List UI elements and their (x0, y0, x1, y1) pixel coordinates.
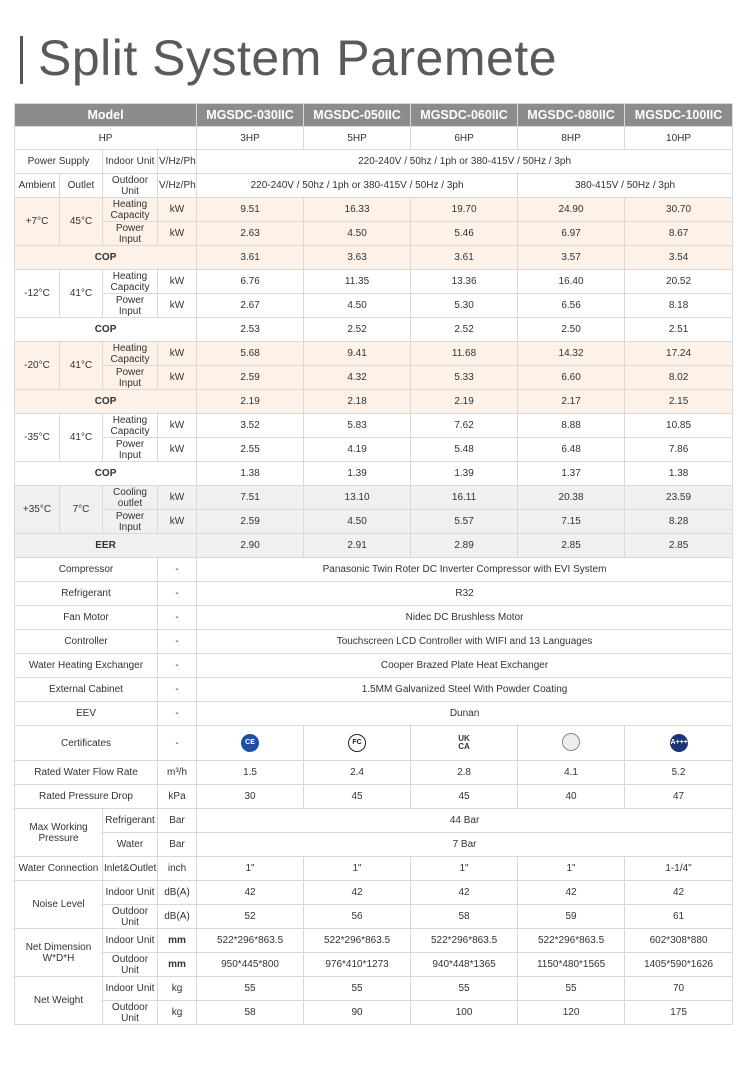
component-row (15, 630, 733, 654)
power-input-value: 4.50 (304, 294, 411, 318)
capacity-value: 10.85 (625, 414, 733, 438)
power-input-value: 5.33 (411, 366, 518, 390)
hp-value: 6HP (411, 127, 518, 150)
max-pressure-label: Max Working Pressure (15, 809, 103, 857)
unit-label: V/Hz/Ph (158, 174, 197, 198)
capacity-value: 6.76 (197, 270, 304, 294)
noise-level-value: 52 (197, 905, 304, 929)
unit-label: dB(A) (158, 905, 197, 929)
power-input-value: 6.48 (518, 438, 625, 462)
power-input-label: Power Input (103, 294, 158, 318)
ambient-temp: +7°C (15, 198, 60, 246)
ratio-value: 2.52 (411, 318, 518, 342)
model-name: MGSDC-100IIC (625, 104, 733, 127)
pressure-drop-value: 45 (411, 785, 518, 809)
water-pressure-value: 7 Bar (197, 833, 733, 857)
capacity-value: 9.41 (304, 342, 411, 366)
unit-label: mm (158, 929, 197, 953)
ratio-value: 1.38 (625, 462, 733, 486)
ratio-row (15, 534, 733, 558)
max-pressure-row (15, 809, 733, 833)
flow-rate-label: Rated Water Flow Rate (15, 761, 158, 785)
power-input-value: 4.19 (304, 438, 411, 462)
capacity-value: 19.70 (411, 198, 518, 222)
unit-label: - (158, 702, 197, 726)
capacity-value: 11.68 (411, 342, 518, 366)
net-dimension-value: 522*296*863.5 (304, 929, 411, 953)
condition-row (15, 222, 733, 246)
ratio-value: 2.89 (411, 534, 518, 558)
ambient-temp: -20°C (15, 342, 60, 390)
capacity-value: 8.88 (518, 414, 625, 438)
net-weight-value: 120 (518, 1001, 625, 1025)
ratio-value: 2.19 (411, 390, 518, 414)
unit-label: kW (158, 366, 197, 390)
outlet-temp: 7°C (60, 486, 103, 534)
condition-row (15, 510, 733, 534)
water-connection-value: 1-1/4" (625, 857, 733, 881)
noise-level-value: 42 (197, 881, 304, 905)
indoor-unit-label: Indoor Unit (103, 150, 158, 174)
indoor-unit-label: Indoor Unit (103, 977, 158, 1001)
power-input-value: 4.50 (304, 222, 411, 246)
power-input-value: 6.60 (518, 366, 625, 390)
ratio-label: COP (15, 462, 197, 486)
power-input-value: 5.57 (411, 510, 518, 534)
power-input-value: 2.59 (197, 366, 304, 390)
unit-label: kW (158, 198, 197, 222)
water-connection-value: 1" (197, 857, 304, 881)
component-label: Refrigerant (15, 582, 158, 606)
component-row (15, 678, 733, 702)
capacity-value: 9.51 (197, 198, 304, 222)
ratio-value: 2.51 (625, 318, 733, 342)
pressure-drop-value: 45 (304, 785, 411, 809)
ratio-value: 3.57 (518, 246, 625, 270)
unit-label: inch (158, 857, 197, 881)
net-dimension-row (15, 953, 733, 977)
ambient-label: Ambient (15, 174, 60, 198)
hp-value: 3HP (197, 127, 304, 150)
ratio-label: COP (15, 318, 197, 342)
component-value: Panasonic Twin Roter DC Inverter Compressor with EVI System (197, 558, 733, 582)
capacity-value: 30.70 (625, 198, 733, 222)
power-input-value: 2.59 (197, 510, 304, 534)
pressure-drop-value: 30 (197, 785, 304, 809)
capacity-label: Heating Capacity (103, 414, 158, 438)
outdoor-power-supply-value: 380-415V / 50Hz / 3ph (518, 174, 733, 198)
power-input-value: 4.50 (304, 510, 411, 534)
ratio-row (15, 462, 733, 486)
ambient-temp: +35°C (15, 486, 60, 534)
capacity-value: 13.36 (411, 270, 518, 294)
water-connection-label: Water Connection (15, 857, 103, 881)
power-input-label: Power Input (103, 222, 158, 246)
capacity-value: 16.33 (304, 198, 411, 222)
noise-level-label: Noise Level (15, 881, 103, 929)
component-value: Cooper Brazed Plate Heat Exchanger (197, 654, 733, 678)
condition-row (15, 366, 733, 390)
pressure-drop-value: 40 (518, 785, 625, 809)
ambient-temp: -35°C (15, 414, 60, 462)
refrigerant-pressure-value: 44 Bar (197, 809, 733, 833)
net-weight-value: 55 (197, 977, 304, 1001)
ratio-label: COP (15, 390, 197, 414)
net-weight-value: 58 (197, 1001, 304, 1025)
condition-row (15, 198, 733, 222)
unit-label: Bar (158, 809, 197, 833)
water-connection-value: 1" (304, 857, 411, 881)
power-input-value: 4.32 (304, 366, 411, 390)
component-row (15, 558, 733, 582)
outdoor-unit-label: Outdoor Unit (103, 953, 158, 977)
page-title: Split System Paremete (38, 30, 558, 86)
unit-label: kPa (158, 785, 197, 809)
condition-row (15, 270, 733, 294)
ratio-value: 2.50 (518, 318, 625, 342)
ratio-value: 1.37 (518, 462, 625, 486)
power-input-value: 8.28 (625, 510, 733, 534)
component-row (15, 582, 733, 606)
power-input-value: 5.30 (411, 294, 518, 318)
model-name: MGSDC-060IIC (411, 104, 518, 127)
pressure-drop-label: Rated Pressure Drop (15, 785, 158, 809)
capacity-label: Heating Capacity (103, 270, 158, 294)
unit-label: dB(A) (158, 881, 197, 905)
water-label: Water (103, 833, 158, 857)
component-value: Nidec DC Brushless Motor (197, 606, 733, 630)
capacity-value: 14.32 (518, 342, 625, 366)
unit-label: - (158, 606, 197, 630)
indoor-unit-label: Indoor Unit (103, 929, 158, 953)
unit-label: - (158, 558, 197, 582)
component-row (15, 606, 733, 630)
noise-level-value: 42 (625, 881, 733, 905)
power-input-value: 8.67 (625, 222, 733, 246)
capacity-label: Cooling outlet (103, 486, 158, 510)
ambient-temp: -12°C (15, 270, 60, 318)
capacity-value: 17.24 (625, 342, 733, 366)
flow-rate-value: 2.8 (411, 761, 518, 785)
power-input-value: 2.67 (197, 294, 304, 318)
spec-table (14, 103, 733, 1025)
outlet-temp: 41°C (60, 414, 103, 462)
unit-label: - (158, 582, 197, 606)
net-weight-label: Net Weight (15, 977, 103, 1025)
power-supply-outdoor-row (15, 174, 733, 198)
ratio-value: 1.38 (197, 462, 304, 486)
title-accent-bar (20, 36, 23, 84)
unit-label: kW (158, 510, 197, 534)
power-input-value: 7.86 (625, 438, 733, 462)
hp-value: 5HP (304, 127, 411, 150)
component-value: R32 (197, 582, 733, 606)
certification-seal-icon (562, 733, 580, 751)
certificate-cell (518, 726, 625, 761)
noise-level-value: 58 (411, 905, 518, 929)
ratio-value: 2.19 (197, 390, 304, 414)
ratio-value: 2.85 (518, 534, 625, 558)
ratio-value: 2.53 (197, 318, 304, 342)
unit-label: kW (158, 414, 197, 438)
condition-row (15, 486, 733, 510)
capacity-value: 16.11 (411, 486, 518, 510)
capacity-label: Heating Capacity (103, 198, 158, 222)
condition-row (15, 438, 733, 462)
ratio-label: EER (15, 534, 197, 558)
component-label: Controller (15, 630, 158, 654)
ratio-value: 1.39 (304, 462, 411, 486)
water-connection-value: 1" (518, 857, 625, 881)
unit-label: - (158, 678, 197, 702)
power-input-label: Power Input (103, 438, 158, 462)
net-dimension-value: 1150*480*1565 (518, 953, 625, 977)
net-dimension-value: 522*296*863.5 (197, 929, 304, 953)
unit-label: - (158, 654, 197, 678)
power-input-value: 2.55 (197, 438, 304, 462)
component-label: External Cabinet (15, 678, 158, 702)
net-weight-value: 55 (304, 977, 411, 1001)
hp-value: 8HP (518, 127, 625, 150)
component-row (15, 702, 733, 726)
ratio-label: COP (15, 246, 197, 270)
indoor-power-supply-value: 220-240V / 50hz / 1ph or 380-415V / 50Hz / 3ph (197, 150, 733, 174)
ukca-mark-icon: UK CA (458, 733, 470, 751)
ratio-row (15, 318, 733, 342)
net-dimension-row (15, 929, 733, 953)
ratio-value: 2.17 (518, 390, 625, 414)
flow-rate-value: 1.5 (197, 761, 304, 785)
power-input-value: 8.02 (625, 366, 733, 390)
hp-value: 10HP (625, 127, 733, 150)
component-label: EEV (15, 702, 158, 726)
power-supply-indoor-row (15, 150, 733, 174)
net-dimension-value: 950*445*800 (197, 953, 304, 977)
net-dimension-value: 602*308*880 (625, 929, 733, 953)
certificate-cell (304, 726, 411, 761)
flow-rate-value: 4.1 (518, 761, 625, 785)
noise-level-value: 56 (304, 905, 411, 929)
noise-level-value: 59 (518, 905, 625, 929)
net-dimension-value: 976*410*1273 (304, 953, 411, 977)
net-weight-value: 100 (411, 1001, 518, 1025)
power-input-value: 2.63 (197, 222, 304, 246)
unit-label: mm (158, 953, 197, 977)
ratio-value: 2.90 (197, 534, 304, 558)
model-name: MGSDC-030IIC (197, 104, 304, 127)
power-input-value: 5.46 (411, 222, 518, 246)
model-name: MGSDC-080IIC (518, 104, 625, 127)
water-connection-value: 1" (411, 857, 518, 881)
unit-label: - (158, 726, 197, 761)
capacity-value: 24.90 (518, 198, 625, 222)
max-pressure-row (15, 833, 733, 857)
capacity-label: Heating Capacity (103, 342, 158, 366)
outdoor-unit-label: Outdoor Unit (103, 174, 158, 198)
outlet-label: Outlet (60, 174, 103, 198)
ratio-value: 3.61 (197, 246, 304, 270)
condition-row (15, 414, 733, 438)
outlet-temp: 41°C (60, 342, 103, 390)
unit-label: kW (158, 438, 197, 462)
unit-label: kW (158, 294, 197, 318)
capacity-value: 20.52 (625, 270, 733, 294)
unit-label: m³/h (158, 761, 197, 785)
outlet-temp: 41°C (60, 270, 103, 318)
component-label: Water Heating Exchanger (15, 654, 158, 678)
pressure-drop-row (15, 785, 733, 809)
net-weight-value: 55 (411, 977, 518, 1001)
outdoor-power-supply-value: 220-240V / 50hz / 1ph or 380-415V / 50Hz / 3ph (197, 174, 518, 198)
fc-mark-icon: FC (348, 734, 366, 752)
capacity-value: 16.40 (518, 270, 625, 294)
component-row (15, 654, 733, 678)
net-weight-value: 90 (304, 1001, 411, 1025)
noise-level-row (15, 881, 733, 905)
certificate-cell (411, 726, 518, 761)
certificate-cell (197, 726, 304, 761)
ce-mark-icon: CE (241, 734, 259, 752)
power-input-value: 8.18 (625, 294, 733, 318)
ratio-value: 2.85 (625, 534, 733, 558)
ratio-row (15, 246, 733, 270)
ratio-value: 3.63 (304, 246, 411, 270)
power-input-label: Power Input (103, 366, 158, 390)
net-weight-row (15, 1001, 733, 1025)
model-name: MGSDC-050IIC (304, 104, 411, 127)
net-weight-value: 55 (518, 977, 625, 1001)
power-input-label: Power Input (103, 510, 158, 534)
noise-level-value: 42 (411, 881, 518, 905)
net-dimension-value: 940*448*1365 (411, 953, 518, 977)
unit-label: kg (158, 977, 197, 1001)
outdoor-unit-label: Outdoor Unit (103, 905, 158, 929)
flow-rate-value: 2.4 (304, 761, 411, 785)
unit-label: kW (158, 486, 197, 510)
noise-level-value: 42 (304, 881, 411, 905)
outdoor-unit-label: Outdoor Unit (103, 1001, 158, 1025)
ratio-row (15, 390, 733, 414)
ratio-value: 2.15 (625, 390, 733, 414)
net-dimension-value: 522*296*863.5 (411, 929, 518, 953)
model-label: Model (15, 104, 197, 127)
capacity-value: 20.38 (518, 486, 625, 510)
ratio-value: 2.91 (304, 534, 411, 558)
condition-row (15, 294, 733, 318)
outlet-temp: 45°C (60, 198, 103, 246)
water-connection-row (15, 857, 733, 881)
ratio-value: 3.61 (411, 246, 518, 270)
capacity-value: 3.52 (197, 414, 304, 438)
hp-row (15, 127, 733, 150)
certificate-cell (625, 726, 733, 761)
inlet-outlet-label: Inlet&Outlet (103, 857, 158, 881)
certificates-row (15, 726, 733, 761)
flow-rate-row (15, 761, 733, 785)
net-weight-row (15, 977, 733, 1001)
ratio-value: 1.39 (411, 462, 518, 486)
unit-label: V/Hz/Ph (158, 150, 197, 174)
noise-level-value: 61 (625, 905, 733, 929)
model-header-row (15, 104, 733, 127)
power-input-value: 5.48 (411, 438, 518, 462)
noise-level-row (15, 905, 733, 929)
component-label: Compressor (15, 558, 158, 582)
condition-row (15, 342, 733, 366)
capacity-value: 7.62 (411, 414, 518, 438)
net-dimension-value: 1405*590*1626 (625, 953, 733, 977)
net-dimension-label: Net Dimension W*D*H (15, 929, 103, 977)
component-value: Touchscreen LCD Controller with WIFI and 13 Languages (197, 630, 733, 654)
unit-label: kW (158, 222, 197, 246)
capacity-value: 5.68 (197, 342, 304, 366)
refrigerant-label: Refrigerant (103, 809, 158, 833)
ratio-value: 2.18 (304, 390, 411, 414)
unit-label: Bar (158, 833, 197, 857)
net-weight-value: 70 (625, 977, 733, 1001)
power-supply-label: Power Supply (15, 150, 103, 174)
capacity-value: 23.59 (625, 486, 733, 510)
noise-level-value: 42 (518, 881, 625, 905)
unit-label: kW (158, 270, 197, 294)
net-dimension-value: 522*296*863.5 (518, 929, 625, 953)
capacity-value: 13.10 (304, 486, 411, 510)
component-value: 1.5MM Galvanized Steel With Powder Coating (197, 678, 733, 702)
flow-rate-value: 5.2 (625, 761, 733, 785)
capacity-value: 7.51 (197, 486, 304, 510)
pressure-drop-value: 47 (625, 785, 733, 809)
capacity-value: 5.83 (304, 414, 411, 438)
component-label: Fan Motor (15, 606, 158, 630)
component-value: Dunan (197, 702, 733, 726)
power-input-value: 7.15 (518, 510, 625, 534)
unit-label: kg (158, 1001, 197, 1025)
indoor-unit-label: Indoor Unit (103, 881, 158, 905)
hp-label: HP (15, 127, 197, 150)
power-input-value: 6.97 (518, 222, 625, 246)
power-input-value: 6.56 (518, 294, 625, 318)
energy-rating-a-icon: A+++ (670, 734, 688, 752)
unit-label: - (158, 630, 197, 654)
net-weight-value: 175 (625, 1001, 733, 1025)
unit-label: kW (158, 342, 197, 366)
ratio-value: 2.52 (304, 318, 411, 342)
ratio-value: 3.54 (625, 246, 733, 270)
certificates-label: Certificates (15, 726, 158, 761)
capacity-value: 11.35 (304, 270, 411, 294)
